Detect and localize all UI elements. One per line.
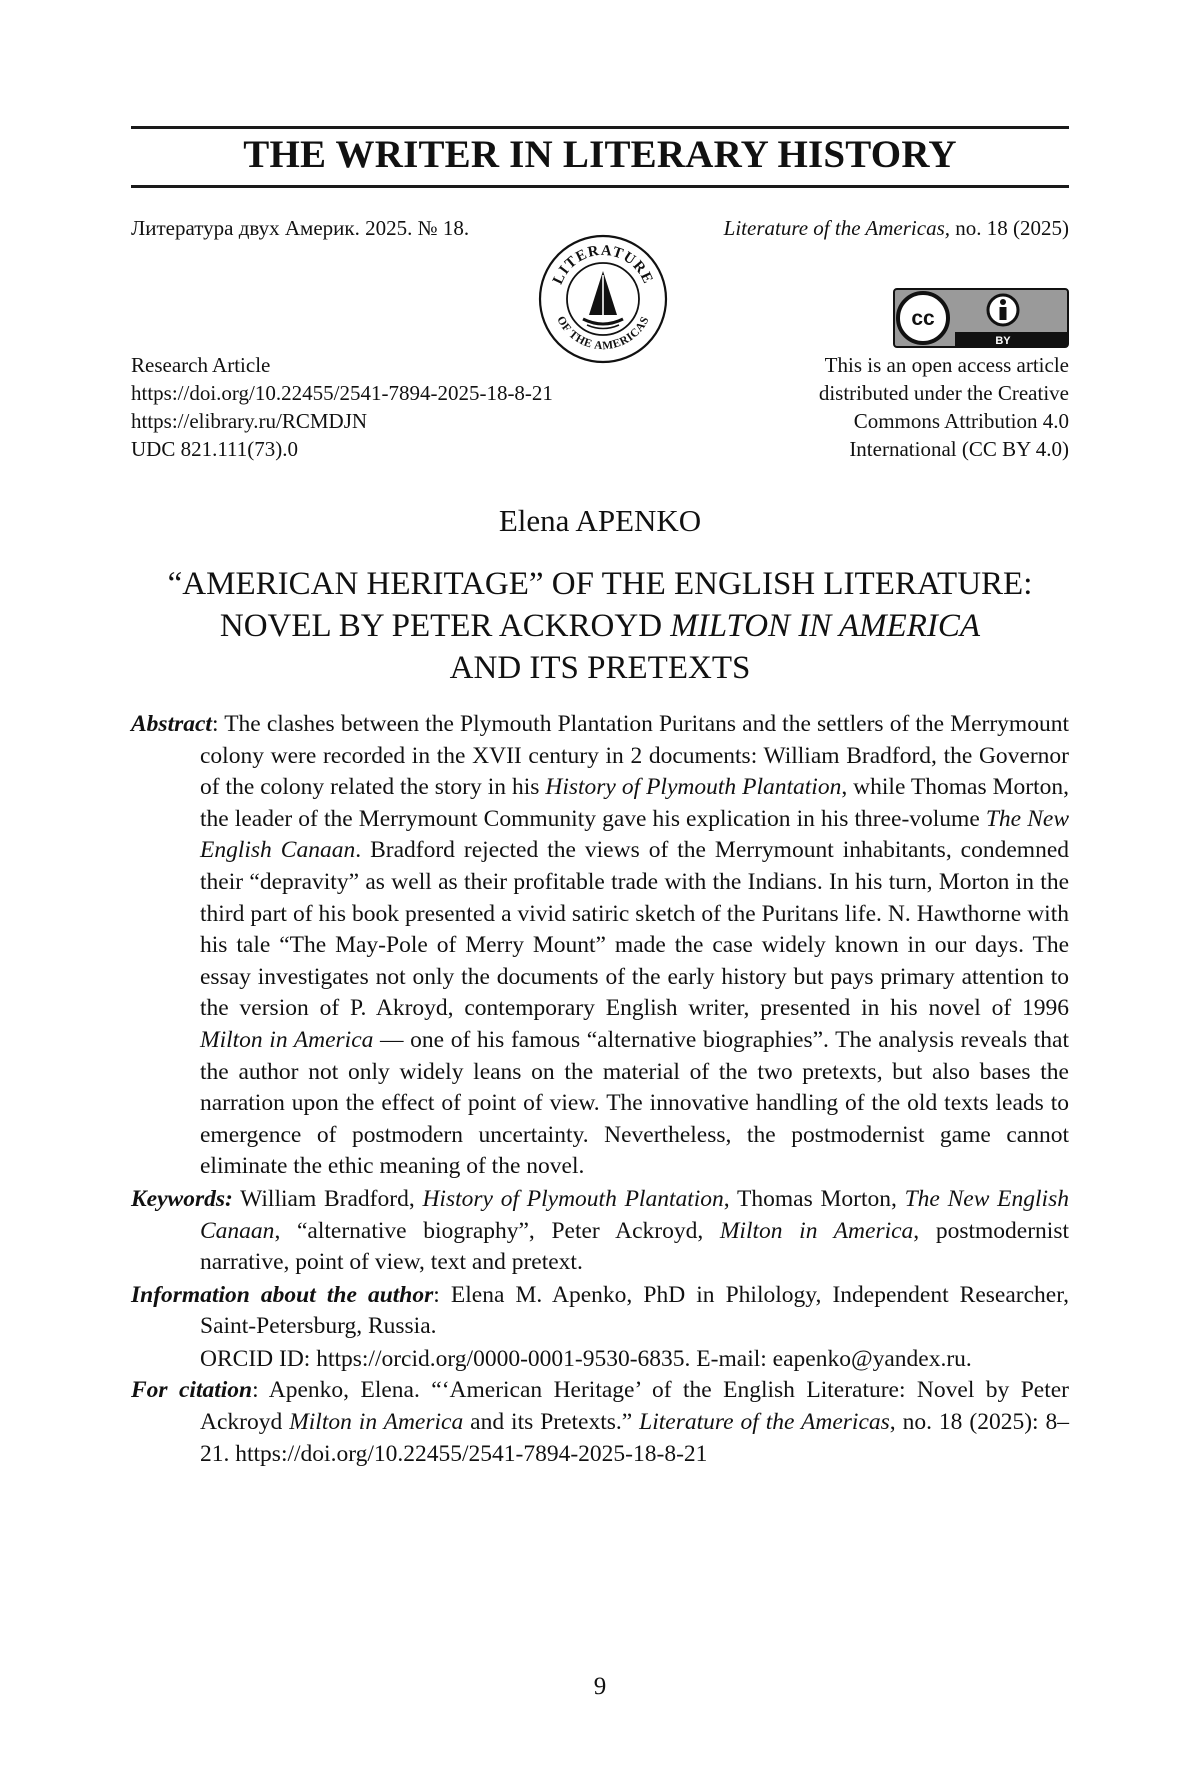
license-text	[819, 351, 1069, 463]
author-info-text: : Elena M. Apenko, PhD in Philology, Independent Researcher, Saint-Petersburg, Russia.	[200, 1281, 1069, 1340]
keywords-label: Keywords:	[131, 1185, 233, 1212]
citation-label: For citation	[131, 1377, 253, 1404]
seal-text-bottom: OF THE AMERICAS	[554, 314, 652, 353]
license-line-3: Commons Attribution 4.0	[853, 409, 1069, 433]
keywords	[131, 1184, 1069, 1279]
journal-name-en	[724, 216, 1069, 241]
abstract	[131, 709, 1069, 1183]
section-title: THE WRITER IN LITERARY HISTORY	[243, 133, 957, 176]
orcid-email: ORCID ID: https://orcid.org/0000-0001-9530-6835. E-mail: eapenko@yandex.ru.	[200, 1345, 972, 1372]
udc-code: UDC 821.111(73).0	[131, 437, 299, 461]
abstract-italic: Milton in America	[200, 1026, 374, 1053]
keywords-text: William Bradford,	[232, 1185, 423, 1212]
top-rule	[131, 126, 1069, 129]
keywords-italic: The New English Canaan	[200, 1185, 1069, 1244]
cc-label: cc	[911, 307, 935, 330]
title-line-2-plain: NOVEL BY PETER ACKROYD	[219, 608, 671, 644]
keywords-italic: History of Plymouth Plantation	[422, 1185, 724, 1212]
article-info	[131, 351, 553, 463]
author-info-label: Information about the author	[131, 1281, 434, 1308]
title-line-3: AND ITS PRETEXTS	[449, 650, 751, 686]
abstract-italic: The New English Canaan	[200, 805, 1069, 864]
section-rule	[131, 185, 1069, 188]
article-title	[131, 563, 1069, 689]
by-label: BY	[995, 335, 1011, 347]
abstract-text: — one of his famous “alternative biographies”. The analysis reveals that the author not only widely leans on the material of the two pretexts, but also bases the narration upon the effect of point of view. The innovative handling of the old texts leads to emergence of postmodern uncertainty. Nevertheless, the postmodernist game cannot eliminate the ethic meaning of the novel.	[200, 1026, 1070, 1180]
citation-italic: Literature of the Americas	[639, 1409, 890, 1436]
author-info	[131, 1280, 1069, 1343]
journal-title-italic: Literature of the Americas,	[723, 216, 950, 240]
article-front-matter	[131, 709, 1069, 1471]
journal-issue: no. 18 (2025)	[950, 216, 1069, 240]
elibrary-link[interactable]: https://elibrary.ru/RCMDJN	[131, 409, 368, 433]
journal-seal-icon	[537, 233, 669, 365]
citation	[131, 1375, 1069, 1470]
abstract-label: Abstract	[131, 711, 212, 737]
cc-by-badge-icon	[893, 288, 1069, 348]
abstract-text: , while Thomas Morton, the leader of the Merrymount Community gave his explication in his three-volume	[200, 774, 1069, 832]
title-line-1: “AMERICAN HERITAGE” OF THE ENGLISH LITERATURE:	[167, 566, 1033, 602]
citation-text: : Apenko, Elena. “‘American Heritage’ of the English Literature: Novel by Peter Ackroyd	[200, 1377, 1069, 1436]
page-number: 9	[593, 1673, 607, 1700]
keywords-text: , postmodernist narrative, point of view, text and pretext.	[200, 1217, 1069, 1276]
author-name: Elena APENKO	[498, 503, 702, 538]
license-line-4: International (CC BY 4.0)	[849, 437, 1069, 461]
citation-text: , no. 18 (2025): 8–21. https://doi.org/10.22455/2541-7894-2025-18-8-21	[200, 1409, 1070, 1467]
article-type: Research Article	[131, 353, 271, 377]
citation-italic: Milton in America	[289, 1409, 464, 1436]
abstract-text: . Bradford rejected the views of the Merrymount inhabitants, condemned their “depravity” as well as their profitable trade with the Indians. In his turn, Morton in the third part of his book presented a vivid satiric sketch of the Puritans life. N. Hawthorne with his tale “The May-Pole of Merry Mount” made the case widely known in our days. The essay investigates not only the documents of the early history but pays primary attention to the version of P. Akroyd, contemporary English writer, presented in his novel of 1996	[200, 837, 1069, 1022]
title-line-2	[131, 605, 1069, 647]
seal-text-top: LITERATURE	[550, 242, 656, 287]
doi-link[interactable]: https://doi.org/10.22455/2541-7894-2025-18-8-21	[131, 381, 553, 405]
license-line-2: distributed under the Creative	[818, 381, 1069, 405]
abstract-text: : The clashes between the Plymouth Plantation Puritans and the settlers of the Merrymount colony were recorded in the XVII century in 2 documents: William Bradford, the Governor of the colony related the story in his	[200, 711, 1069, 801]
title-line-2-italic: MILTON IN AMERICA	[670, 608, 981, 644]
keywords-italic: Milton in America	[719, 1217, 914, 1244]
keywords-text: , “alternative biography”, Peter Ackroyd,	[274, 1217, 720, 1244]
citation-text: and its Pretexts.”	[463, 1409, 640, 1436]
svg-text:OF THE AMERICAS	[554, 314, 652, 352]
journal-name-ru: Литература двух Америк. 2025. № 18.	[131, 216, 470, 240]
abstract-italic: History of Plymouth Plantation	[545, 774, 842, 801]
keywords-text: , Thomas Morton,	[723, 1185, 905, 1212]
license-line-1: This is an open access article	[824, 353, 1069, 377]
